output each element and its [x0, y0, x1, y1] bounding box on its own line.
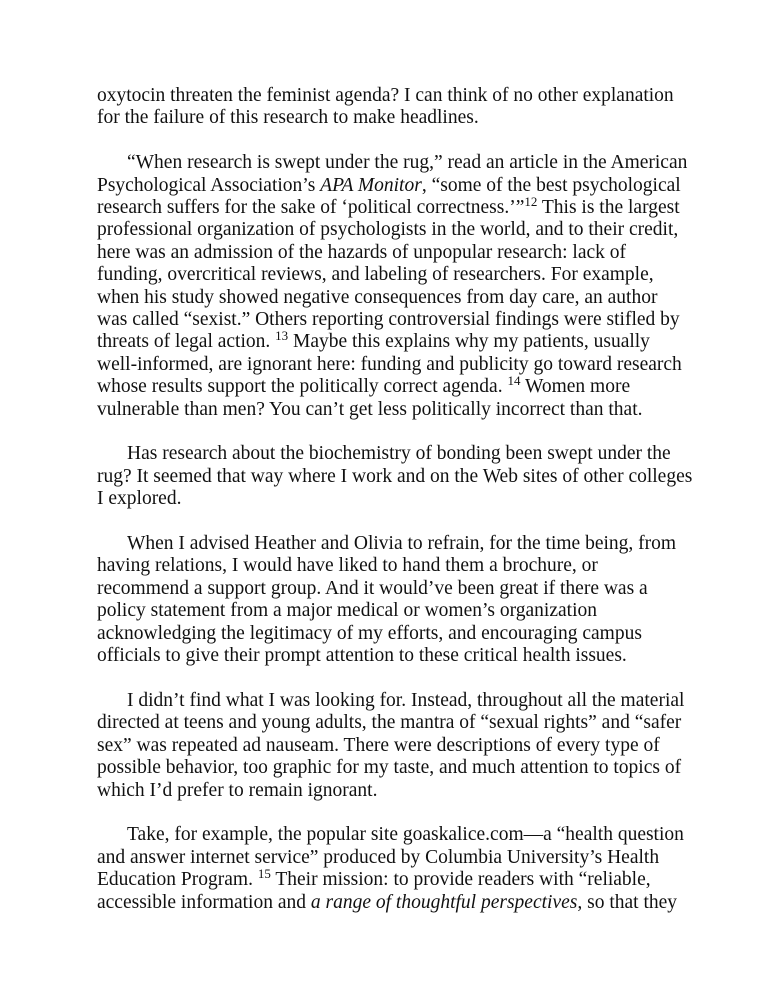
text-line: sex” was repeated ad nauseam. There were descriptions of every type of	[97, 734, 660, 756]
text-line: “When research is swept under the rug,” read an article in the American	[127, 152, 688, 174]
text-line: funding, overcritical reviews, and labeling of researchers. For example,	[97, 264, 654, 286]
text-line: was called “sexist.” Others reporting controversial findings were stifled by	[97, 309, 680, 331]
text-line: I explored.	[97, 488, 182, 510]
text-line: and answer internet service” produced by Columbia University’s Health	[97, 846, 660, 868]
text-line: when his study showed negative consequences from day care, an author	[97, 286, 658, 308]
paragraph	[97, 85, 687, 130]
text-line: threats of legal action. $^{13}$ Maybe this explains why my patients, usually	[97, 328, 650, 353]
text-line: When I advised Heather and Olivia to refrain, for the time being, from	[127, 533, 677, 555]
footnote-ref: 15	[257, 866, 271, 882]
text-line: accessible information and a range of thoughtful perspectives, so that they	[97, 891, 678, 913]
text-line: recommend a support group. And it would’ve been great if there was a	[97, 577, 648, 599]
text-line: research suffers for the sake of ‘political correctness.’”$^{12}$ This is the largest	[97, 194, 680, 219]
text-line: officials to give their prompt attention to these critical health issues.	[97, 645, 627, 667]
text-line: Has research about the biochemistry of bonding been swept under the	[127, 443, 671, 465]
italic-text: a range of thoughtful perspectives,	[310, 891, 583, 913]
footnote-ref: 14	[507, 373, 521, 389]
footnote-ref: 13	[275, 328, 289, 344]
text-line: here was an admission of the hazards of unpopular research: lack of	[97, 241, 627, 263]
text-line: rug? It seemed that way where I work and on the Web sites of other colleges	[97, 465, 693, 487]
text-line: Psychological Association’s APA Monitor, “some of the best psychological	[97, 174, 681, 196]
paragraph	[97, 690, 687, 802]
text-line: possible behavior, too graphic for my taste, and much attention to topics of	[97, 757, 682, 779]
text-line: Education Program. $^{15}$ Their mission: to provide readers with “reliable,	[97, 866, 651, 891]
paragraph	[97, 533, 687, 667]
text-line: professional organization of psychologists in the world, and to their credit,	[97, 219, 679, 241]
paragraph	[97, 443, 693, 510]
text-line: whose results support the politically correct agenda. $^{14}$ Women more	[97, 373, 631, 398]
italic-text: APA Monitor	[320, 174, 422, 196]
paragraph	[97, 824, 687, 914]
text-line: oxytocin threaten the feminist agenda? I can think of no other explanation	[97, 85, 674, 106]
text-line: directed at teens and young adults, the mantra of “sexual rights” and “safer	[97, 712, 682, 734]
text-line: for the failure of this research to make headlines.	[97, 107, 479, 129]
text-line: I didn’t find what I was looking for. Instead, throughout all the material	[127, 689, 685, 711]
text-line: well-informed, are ignorant here: funding and publicity go toward research	[97, 353, 682, 375]
document-page	[97, 85, 693, 936]
footnote-ref: 12	[524, 194, 538, 210]
text-line: which I’d prefer to remain ignorant.	[97, 779, 378, 801]
text-line: policy statement from a major medical or women’s organization	[97, 600, 597, 622]
paragraph	[97, 152, 687, 421]
text-line: Take, for example, the popular site goaskalice.com—a “health question	[127, 824, 684, 846]
text-line: acknowledging the legitimacy of my efforts, and encouraging campus	[97, 622, 642, 644]
text-line: having relations, I would have liked to hand them a brochure, or	[97, 555, 598, 577]
text-line: vulnerable than men? You can’t get less politically incorrect than that.	[97, 398, 643, 420]
